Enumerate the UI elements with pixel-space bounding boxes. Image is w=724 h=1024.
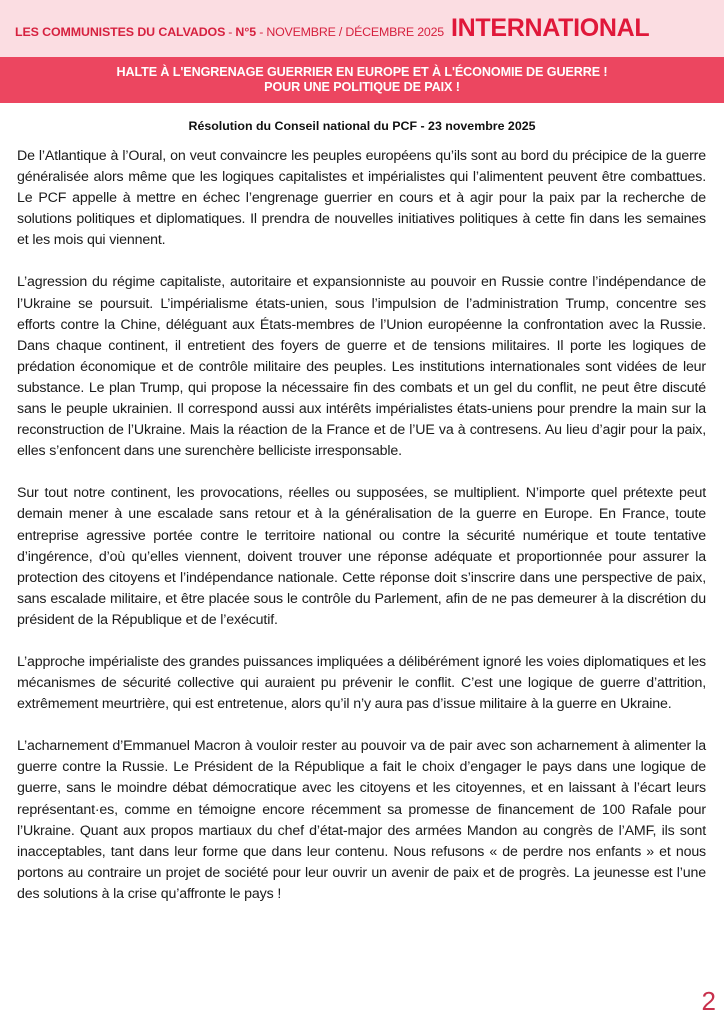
headline-line-1: HALTE À L'ENGRENAGE GUERRIER EN EUROPE ET À L'ÉCONOMIE DE GUERRE ! — [116, 65, 608, 79]
masthead-separator: - — [228, 25, 233, 39]
page-number: 2 — [701, 986, 716, 1016]
issue-date: NOVEMBRE / DÉCEMBRE 2025 — [266, 25, 444, 39]
paragraph: Sur tout notre continent, les provocations, réelles ou supposées, se multiplient. N’importe quel prétexte peut demain mener à une escalade sans retour et à la généralisation de la guerre en Europe. En France, toute entreprise agressive portée contre le territoire national ou contre la sécurité numérique et toute tentative d’ingérence, d’où qu’elles viennent, doivent trouver une réponse adéquate et proportionnée pour assurer la protection des citoyens et l’indépendance nationale. Cette réponse doit s’inscrire dans une perspective de paix, sans escalade militaire, et être placée sous le contrôle du Parlement, afin de ne pas demeurer à la discrétion du président de la République et de l’exécutif. — [17, 485, 706, 628]
masthead — [15, 14, 649, 44]
paragraph: De l’Atlantique à l’Oural, on veut convaincre les peuples européens qu’ils sont au bord du précipice de la guerre généralisée alors même que les logiques capitalistes et impérialistes qui l’alimentent peuvent être combattues. Le PCF appelle à mettre en échec l’engrenage guerrier en cours et à agir pour la paix par la recherche de solutions politiques et diplomatiques. Il prendra de nouvelles initiatives politiques à cette fin dans les semaines et les mois qui viennent. — [17, 148, 706, 249]
masthead-separator: - — [259, 25, 264, 39]
issue-number: N°5 — [235, 25, 257, 39]
organization-name: LES COMMUNISTES DU CALVADOS — [15, 25, 226, 39]
paragraph: L’acharnement d’Emmanuel Macron à vouloir rester au pouvoir va de pair avec son acharnement à alimenter la guerre contre la Russie. Le Président de la République a fait le choix d’engager le pays dans une logique de guerre, sans le moindre débat démocratique avec les citoyens et les citoyennes, et en laissant à l’écart leurs représentant·es, comme en témoigne encore récemment sa promesse de financement de 100 Rafale pour l’Ukraine. Quant aux propos martiaux du chef d’état-major des armées Mandon au congrès de l’AMF, ils sont inacceptables, tant dans leur forme que dans leur contenu. Nous refusons « de perdre nos enfants » et nous portons au contraire un projet de société pour leur ouvrir un avenir de paix et de progrès. La jeunesse est l’une des solutions à la crise qu’affronte le pays ! — [17, 738, 706, 902]
headline-line-2: POUR UNE POLITIQUE DE PAIX ! — [264, 80, 460, 94]
article-subtitle: Résolution du Conseil national du PCF - 23 novembre 2025 — [188, 119, 536, 133]
article-body — [17, 146, 706, 926]
section-title: INTERNATIONAL — [451, 14, 650, 42]
paragraph: L’agression du régime capitaliste, autoritaire et expansionniste au pouvoir en Russie contre l’indépendance de l’Ukraine se poursuit. L’impérialisme états-unien, sous l’impulsion de l’administration Trump, concentre ses efforts contre la Chine, déléguant aux États-membres de l’Union européenne la confrontation avec la Russie. Dans chaque continent, il entretient des foyers de guerre et de tensions militaires. Il porte les logiques de prédation économique et de contrôle militaire des peuples. Les institutions internationales sont vidées de leur substance. Le plan Trump, qui propose la nécessaire fin des combats et un gel du conflit, ne peut être discuté sans le peuple ukrainien. Il correspond aussi aux intérêts impérialistes états-uniens pour prendre la main sur la reconstruction de l’Ukraine. Mais la réaction de la France et de l’UE va à contresens. Au lieu d’agir pour la paix, elles s’enfoncent dans une surenchère belliciste irresponsable. — [17, 274, 706, 460]
headline-banner — [0, 57, 724, 103]
paragraph: L’approche impérialiste des grandes puissances impliquées a délibérément ignoré les voies diplomatiques et les mécanismes de sécurité collective qui auraient pu prévenir le conflit. C’est une logique de guerre d’attrition, extrêmement meurtrière, qui est entretenue, alors qu’il n’y aura pas d’issue militaire à la guerre en Ukraine. — [17, 653, 706, 713]
